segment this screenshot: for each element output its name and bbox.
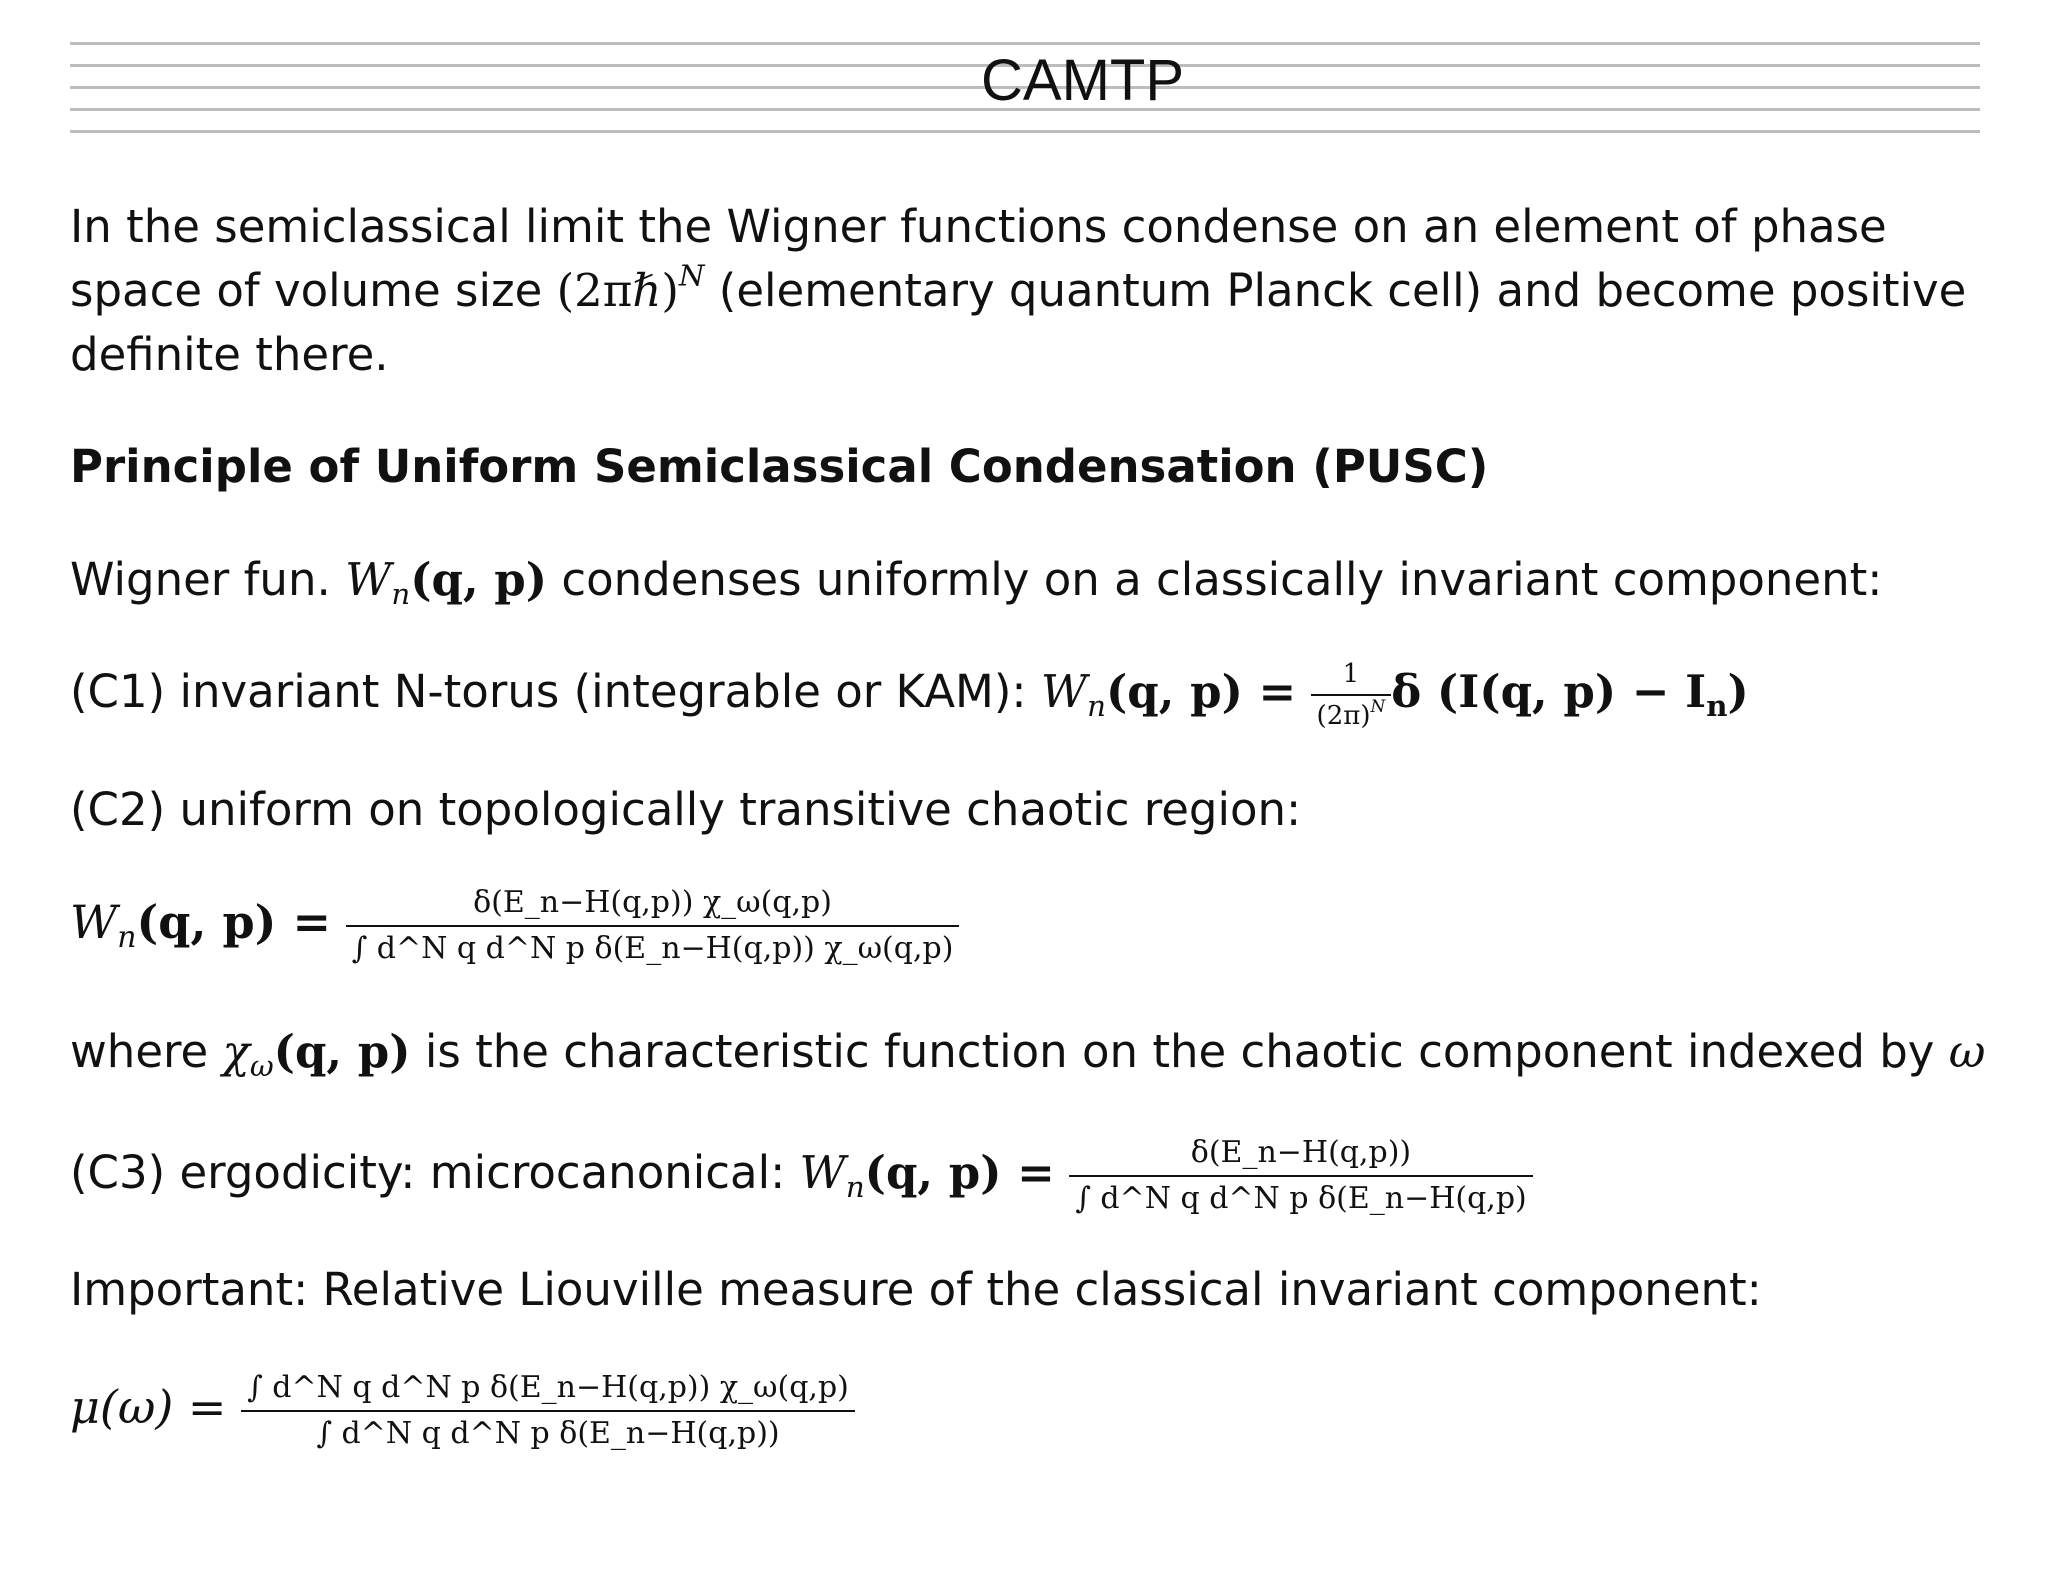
para1-line1: In the semiclassical limit the Wigner functions condense on an element of phase xyxy=(70,200,1887,253)
c2-equation: $W_n(q$, p) = $\frac{\delta(E\_n-H(q,p)) \chi\_\omega(q,p)}{\text{∫ d\textasciicircum{}N q d\textasciicircum{}N p δ(E\_n−H(q,p)) χ\_ω(q,p)}}$ xyxy=(70,885,959,967)
header-rule xyxy=(70,130,1980,133)
where-line: where $\chi_\omega(q$, p) is the characteristic function on the chaotic component indexed by ω xyxy=(70,1025,1986,1083)
c1-fraction: $\frac{1}{(2\pi)^N}$ xyxy=(1311,658,1392,732)
c2-fraction: $\frac{\delta(E\_n-H(q,p)) \chi\_\omega(q,p)}{\text{∫ d\textasciicircum{}N q d\textasciicircum{}N p δ(E\_n−H(q,p)) χ\_ω(q,p)}}$ xyxy=(346,885,960,967)
c1-line: (C1) invariant N-torus (integrable or KAM): $W_n(q$, p) = $\frac{1}{(2\pi)^N}$ δ (I(q, $p) - I_n$) xyxy=(70,659,1749,731)
wigner-line: Wigner fun. $W_n(q$, p) condenses uniformly on a classically invariant component: xyxy=(70,553,1883,611)
c2-label: (C2) uniform on topologically transitive chaotic region: xyxy=(70,783,1302,836)
para1-line3: definite there. xyxy=(70,328,389,381)
important-line: Important: Relative Liouville measure of the classical invariant component: xyxy=(70,1263,1762,1316)
principle-heading: Principle of Uniform Semiclassical Condensation (PUSC) xyxy=(70,440,1489,493)
mu-fraction: $\frac{\text{∫ d\textasciicircum{}N q d\textasciicircum{}N p δ(E\_n−H(q,p)) χ\_ω(q,p)}}{\text{∫ d\textasciicircum{}N q d\textasciicircum{}N p δ(E\_n−H(q,p))}}$ xyxy=(241,1370,855,1452)
c3-fraction: $\frac{\delta(E\_n-H(q,p))}{\text{∫ d\textasciicircum{}N q d\textasciicircum{}N p δ(E\_n−H(q,p)}}$ xyxy=(1069,1135,1533,1217)
para1-line2: space of volume size (2πℏ)$^N$ (elementary quantum Planck cell) and become positive xyxy=(70,258,1967,317)
header-title: CAMTP xyxy=(981,48,1184,113)
mu-equation: μ(ω) = $\frac{\text{∫ d\textasciicircum{}N q d\textasciicircum{}N p δ(E\_n−H(q,p)) χ\_ω(q,p)}}{\text{∫ d\textasciicircum{}N q d\textasciicircum{}N p δ(E\_n−H(q,p))}}$ xyxy=(70,1370,855,1452)
header-rule xyxy=(70,42,1980,45)
c3-line: (C3) ergodicity: microcanonical: $W_n(q$, p) = $\frac{\delta(E\_n-H(q,p))}{\text{∫ d\textasciicircum{}N q d\textasciicircum{}N p δ(E\_n−H(q,p)}}$ xyxy=(70,1135,1533,1217)
slide-header xyxy=(70,38,1980,134)
